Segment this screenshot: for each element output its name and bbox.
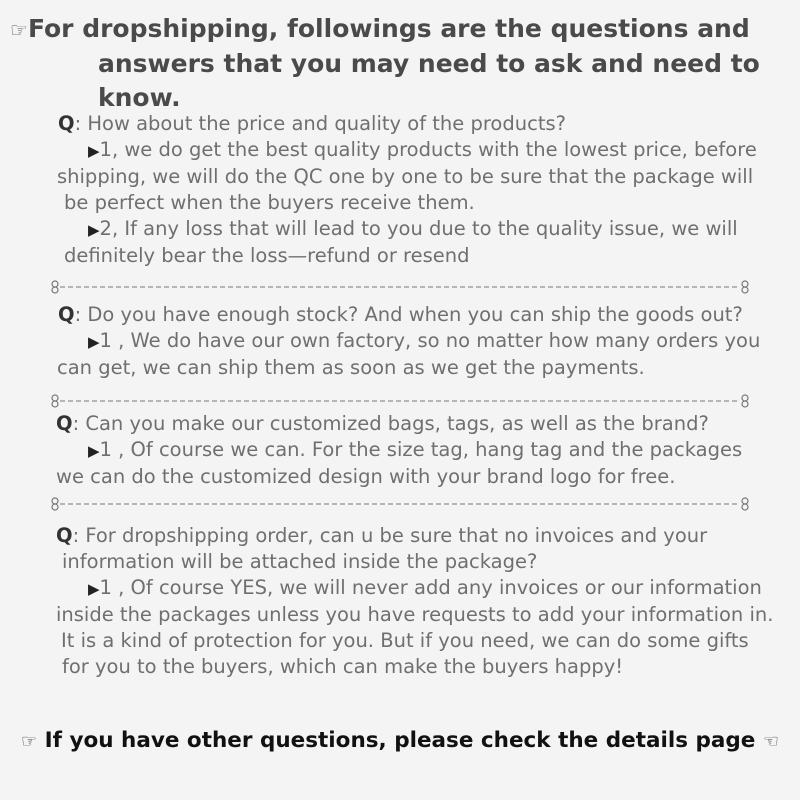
faq-answer-line: It is a kind of protection for you. But if you need, we can do some gifts <box>61 629 749 652</box>
pointing-hand-right-icon: ☞ <box>20 731 38 752</box>
faq-question-line-2: information will be attached inside the package? <box>62 550 538 573</box>
faq-answer-line: for you to the buyers, which can make the buyers happy! <box>62 655 624 678</box>
pointing-hand-left-icon: ☜ <box>762 731 780 752</box>
faq-question: Q: How about the price and quality of the products? <box>58 112 566 135</box>
faq-question: Q: Can you make our customized bags, tags, as well as the brand? <box>56 412 709 435</box>
triangle-bullet-icon: ▶ <box>88 142 100 160</box>
scissor-divider <box>50 280 750 294</box>
title-line-2: answers that you may need to ask and need to know. <box>98 49 760 112</box>
triangle-bullet-icon: ▶ <box>88 442 100 460</box>
title-line-1: For dropshipping, followings are the questions and <box>27 14 750 43</box>
faq-answer-line: ▶1 , We do have our own factory, so no matter how many orders you <box>88 329 761 352</box>
q-marker: Q <box>58 303 75 326</box>
q-marker: Q <box>58 112 75 135</box>
page-title <box>10 12 795 115</box>
faq-answer-line: definitely bear the loss—refund or resend <box>64 244 470 267</box>
faq-answer-line: inside the packages unless you have requests to add your information in. <box>56 603 774 626</box>
scissor-divider <box>50 497 750 511</box>
faq-answer-line: we can do the customized design with your brand logo for free. <box>56 465 676 488</box>
faq-item-1 <box>0 111 800 269</box>
pointing-hand-right-icon: ☞ <box>10 18 28 42</box>
faq-question: Q: For dropshipping order, can u be sure that no invoices and your <box>56 524 708 547</box>
scissor-divider <box>50 394 750 408</box>
faq-answer-line: ▶1 , Of course we can. For the size tag, hang tag and the packages <box>88 438 743 461</box>
faq-item-4 <box>0 523 800 680</box>
q-marker: Q <box>56 524 73 547</box>
triangle-bullet-icon: ▶ <box>88 580 100 598</box>
faq-answer-line: ▶2, If any loss that will lead to you due to the quality issue, we will <box>88 217 738 240</box>
triangle-bullet-icon: ▶ <box>88 221 100 239</box>
q-marker: Q <box>56 412 73 435</box>
footer-note <box>0 726 800 757</box>
faq-answer-line: ▶1, we do get the best quality products with the lowest price, before <box>88 138 757 161</box>
footer-text: If you have other questions, please check the details page <box>44 728 756 753</box>
faq-answer-line: can get, we can ship them as soon as we get the payments. <box>57 356 645 379</box>
faq-item-3 <box>0 411 800 490</box>
faq-answer-line: shipping, we will do the QC one by one to be sure that the package will <box>57 165 754 188</box>
faq-item-2 <box>0 302 800 381</box>
faq-answer-line: ▶1 , Of course YES, we will never add any invoices or our information <box>88 576 762 599</box>
faq-answer-line: be perfect when the buyers receive them. <box>64 191 475 214</box>
triangle-bullet-icon: ▶ <box>88 333 100 351</box>
faq-question: Q: Do you have enough stock? And when you can ship the goods out? <box>58 303 743 326</box>
